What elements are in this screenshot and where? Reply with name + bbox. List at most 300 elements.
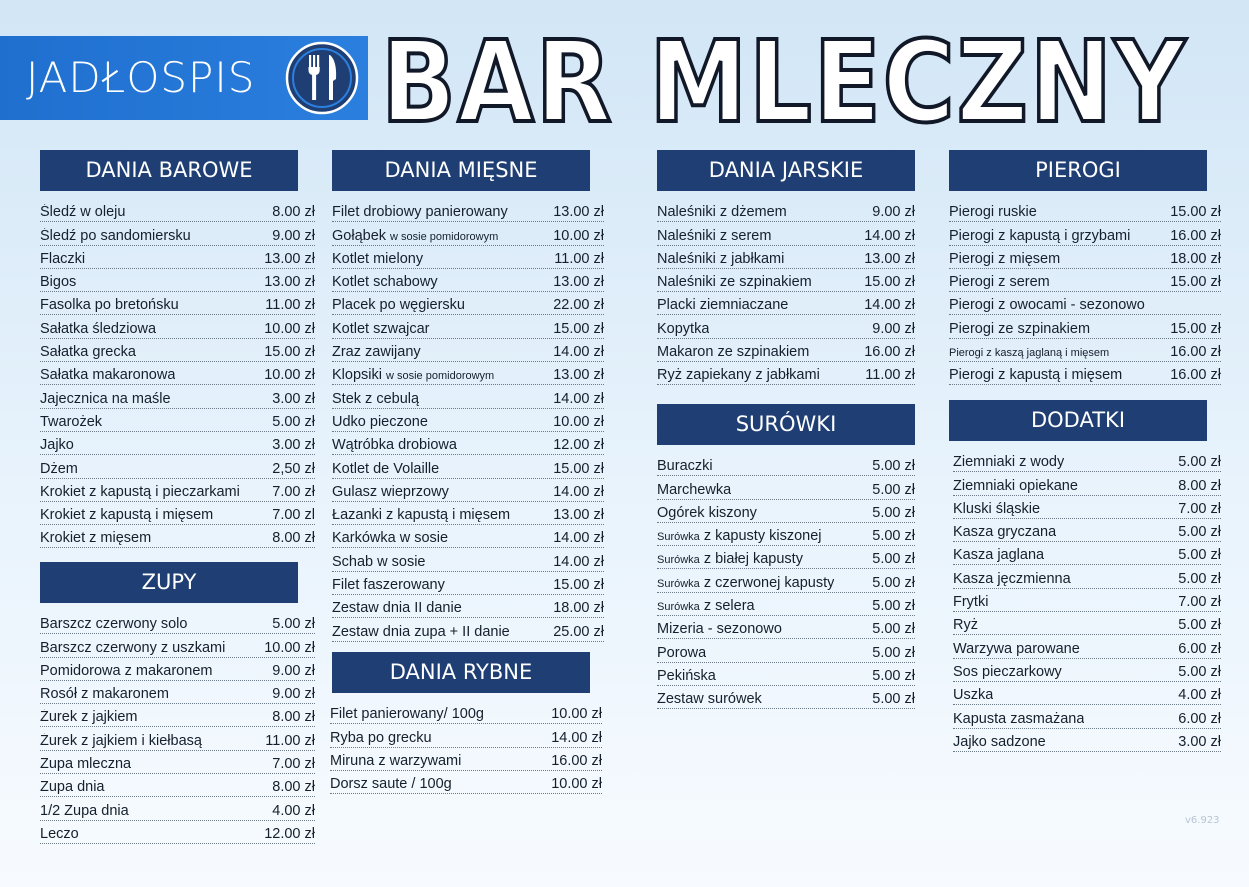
menu-item-name [332, 414, 428, 430]
menu-item [657, 593, 915, 616]
menu-item-label: Filet faszerowany [332, 577, 445, 594]
menu-item-price: 11.00 zł [265, 732, 315, 749]
menu-item-label: Kopytka [657, 320, 710, 337]
menu-item-name [953, 524, 1056, 540]
menu-item-label: Kotlet szwajcar [332, 320, 430, 337]
section-title: PIEROGI [949, 150, 1207, 191]
menu-item-label: 1/2 Zupa dnia [40, 802, 129, 819]
menu-item-price: 12.00 zł [264, 825, 315, 842]
menu-item [40, 479, 315, 502]
menu-item-name [949, 344, 1109, 360]
menu-item [332, 385, 604, 408]
menu-item [330, 701, 602, 724]
menu-item-name [657, 482, 731, 498]
menu-item-name [332, 367, 494, 383]
menu-item-label: Żurek z jajkiem [40, 709, 138, 726]
fork-knife-icon [285, 41, 359, 115]
menu-item-label: Barszcz czerwony solo [40, 616, 188, 633]
menu-item-label: Klopsiki [332, 367, 382, 384]
menu-item-label: Uszka [953, 687, 994, 704]
menu-item [657, 199, 915, 222]
section-dania-jarskie [657, 150, 915, 385]
menu-item [657, 315, 915, 338]
menu-item-name [332, 251, 423, 267]
dania-rybne-list [330, 701, 602, 794]
menu-item [40, 525, 315, 548]
menu-item-price: 9.00 zł [272, 686, 315, 703]
menu-item [949, 269, 1221, 292]
section-dania-barowe [40, 150, 315, 548]
menu-item-label: Śledź po sandomiersku [40, 227, 191, 244]
menu-item-name [332, 530, 448, 546]
menu-item-name [332, 507, 510, 523]
menu-item-name [40, 321, 156, 337]
menu-item-name [953, 641, 1080, 657]
section-dodatki [949, 400, 1221, 752]
menu-item-label: Kasza jaglana [953, 547, 1045, 564]
menu-item-label: z czerwonej kapusty [703, 574, 835, 591]
menu-item-name [40, 530, 151, 546]
menu-item-name [330, 706, 484, 722]
menu-item-label: Kasza jęczmienna [953, 570, 1071, 587]
menu-item [953, 635, 1221, 658]
menu-item-price: 4.00 zł [1178, 687, 1221, 704]
menu-item-price: 6.00 zł [1178, 640, 1221, 657]
menu-item [40, 455, 315, 478]
menu-item-price: 5.00 zł [872, 667, 915, 684]
menu-item-name [40, 414, 102, 430]
menu-item-label: Bigos [40, 274, 77, 291]
menu-item-price: 15.00 zł [553, 577, 604, 594]
menu-item-label: Krokiet z kapustą i mięsem [40, 507, 214, 524]
menu-item-name [40, 663, 212, 679]
surowki-list [657, 453, 915, 709]
menu-item-label: Pierogi z owocami - sezonowo [949, 297, 1145, 314]
menu-item-price: 3.00 zł [272, 437, 315, 454]
menu-item-price: 14.00 zł [553, 553, 604, 570]
menu-item-label: z białej kapusty [703, 551, 803, 568]
menu-item [332, 618, 604, 641]
menu-item-price: 7.00 zł [1178, 500, 1221, 517]
menu-item [332, 315, 604, 338]
menu-item-prefix: Surówka [657, 577, 700, 590]
section-zupy [40, 562, 315, 844]
menu-item [657, 292, 915, 315]
menu-item [953, 729, 1221, 752]
menu-item-price: 16.00 zł [551, 752, 602, 769]
menu-item-label: Krokiet z kapustą i pieczarkami [40, 483, 240, 500]
section-dania-miesne [332, 150, 604, 642]
menu-item-name [953, 664, 1062, 680]
menu-item-price: 14.00 zł [551, 729, 602, 746]
menu-item-name [332, 228, 498, 244]
menu-item-label: Zestaw dnia II danie [332, 600, 462, 617]
menu-item-price: 10.00 zł [264, 639, 315, 656]
menu-item-label: Ziemniaki z wody [953, 454, 1065, 471]
menu-item-label: Naleśniki ze szpinakiem [657, 274, 812, 291]
menu-item [40, 611, 315, 634]
menu-item-label: Zestaw dnia zupa + II danie [332, 623, 510, 640]
menu-item-name [332, 437, 457, 453]
menu-item-name [332, 204, 508, 220]
menu-item [332, 572, 604, 595]
menu-item-label: Kotlet mielony [332, 250, 424, 267]
menu-item-price: 6.00 zł [1178, 710, 1221, 727]
section-title: ZUPY [40, 562, 298, 603]
menu-item [332, 432, 604, 455]
menu-item [332, 409, 604, 432]
menu-item [40, 409, 315, 432]
menu-item-price: 9.00 zł [872, 204, 915, 221]
menu-item-name [657, 598, 755, 614]
menu-item-label: Ziemniaki opiekane [953, 477, 1078, 494]
menu-item-name [40, 367, 175, 383]
menu-item-label: Zupa dnia [40, 779, 105, 796]
menu-item-name [949, 228, 1130, 244]
menu-item-label: Kotlet schabowy [332, 274, 438, 291]
menu-item-price: 10.00 zł [551, 776, 602, 793]
menu-item-price: 13.00 zł [864, 250, 915, 267]
menu-item-label: Jajko [40, 437, 74, 454]
menu-item-price: 11.00 zł [265, 297, 315, 314]
menu-item [657, 663, 915, 686]
menu-item-name [40, 251, 85, 267]
menu-item [40, 315, 315, 338]
menu-item [332, 479, 604, 502]
menu-item [330, 748, 602, 771]
menu-item-name [953, 734, 1046, 750]
menu-item [40, 821, 315, 844]
menu-item-price: 8.00 zł [272, 779, 315, 796]
menu-item-label: Flaczki [40, 250, 86, 267]
menu-item-price: 12.00 zł [553, 437, 604, 454]
menu-item-label: Dżem [40, 460, 78, 477]
menu-item [40, 751, 315, 774]
menu-item-label: Barszcz czerwony z uszkami [40, 639, 226, 656]
menu-item-price: 5.00 zł [872, 574, 915, 591]
menu-item-label: Wątróbka drobiowa [332, 437, 457, 454]
menu-item-prefix: Surówka [657, 554, 700, 567]
menu-item [953, 705, 1221, 728]
dania-jarskie-list [657, 199, 915, 385]
menu-item-name [657, 228, 771, 244]
menu-item-price: 8.00 zł [272, 530, 315, 547]
menu-item-name [40, 391, 171, 407]
menu-item-name [40, 686, 169, 702]
menu-item-name [332, 321, 430, 337]
menu-item-name [332, 344, 421, 360]
menu-item-note: w sosie pomidorowym [386, 370, 495, 383]
menu-item-price: 14.00 zł [864, 297, 915, 314]
menu-item [332, 199, 604, 222]
menu-item-price: 7.00 zł [272, 483, 315, 500]
menu-item [949, 222, 1221, 245]
menu-item-name [953, 478, 1078, 494]
menu-item-price: 14.00 zł [553, 530, 604, 547]
menu-item [332, 525, 604, 548]
menu-item-name [40, 616, 187, 632]
menu-item-label: Warzywa parowane [953, 640, 1080, 657]
menu-item-label: Zraz zawijany [332, 344, 421, 361]
menu-item-label: Fasolka po bretońsku [40, 297, 179, 314]
menu-item [953, 589, 1221, 612]
menu-item-price: 5.00 zł [1178, 547, 1221, 564]
menu-item [953, 496, 1221, 519]
page-title [375, 16, 1235, 134]
menu-item-price: 9.00 zł [272, 227, 315, 244]
menu-item-price: 10.00 zł [553, 413, 604, 430]
menu-item-name [657, 204, 787, 220]
menu-item [40, 339, 315, 362]
menu-item-price: 8.00 zł [272, 204, 315, 221]
menu-item-name [40, 297, 179, 313]
menu-item-label: Dorsz saute / 100g [330, 776, 452, 793]
menu-item-price: 16.00 zł [1170, 227, 1221, 244]
menu-item [40, 362, 315, 385]
menu-item-label: Naleśniki z jabłkami [657, 250, 785, 267]
menu-item-name [332, 461, 439, 477]
menu-item-price: 18.00 zł [1170, 250, 1221, 267]
menu-item-label: Zestaw surówek [657, 691, 762, 708]
menu-item-price: 7.00 zl [272, 507, 315, 524]
menu-item-name [657, 367, 820, 383]
menu-item-name [953, 547, 1044, 563]
menu-item-name [953, 711, 1084, 727]
menu-item-name [40, 204, 125, 220]
menu-item-price: 14.00 zł [553, 390, 604, 407]
menu-item-label: Marchewka [657, 481, 732, 498]
menu-item-name [657, 528, 822, 544]
menu-item-name [949, 251, 1060, 267]
version-label: v6.923 [1185, 815, 1220, 826]
menu-item [40, 269, 315, 292]
menu-item-price: 11.00 zł [865, 367, 915, 384]
menu-item-name [953, 571, 1071, 587]
menu-item-label: Ryż zapiekany z jabłkami [657, 367, 820, 384]
menu-item [40, 292, 315, 315]
menu-item-price: 5.00 zł [1178, 524, 1221, 541]
menu-item-price: 4.00 zł [272, 802, 315, 819]
menu-item-label: Filet panierowany/ 100g [330, 706, 484, 723]
menu-item [332, 222, 604, 245]
menu-item-label: Pierogi z serem [949, 274, 1050, 291]
menu-item-label: Kluski śląskie [953, 500, 1041, 517]
menu-item-label: Krokiet z mięsem [40, 530, 152, 547]
menu-item [949, 339, 1221, 362]
menu-item [657, 616, 915, 639]
menu-item-price: 8.00 zł [272, 709, 315, 726]
menu-item-name [953, 687, 993, 703]
menu-item-name [40, 756, 131, 772]
menu-item-label: Śledź w oleju [40, 204, 126, 221]
menu-item-price: 15.00 zł [553, 460, 604, 477]
menu-item-label: Udko pieczone [332, 413, 428, 430]
menu-item-label: Stek z cebulą [332, 390, 420, 407]
menu-item [657, 523, 915, 546]
menu-item [657, 362, 915, 385]
menu-item [332, 292, 604, 315]
menu-item [657, 476, 915, 499]
section-pierogi [949, 150, 1221, 385]
menu-item-price: 3.00 zł [1178, 733, 1221, 750]
menu-item-name [330, 730, 432, 746]
menu-item-price: 7.00 zł [272, 756, 315, 773]
menu-item [953, 519, 1221, 542]
menu-item-name [949, 204, 1037, 220]
menu-item-label: Placek po węgiersku [332, 297, 465, 314]
menu-item-price: 15.00 zł [1170, 274, 1221, 291]
menu-item-price: 5.00 zł [872, 644, 915, 661]
menu-item-name [330, 776, 452, 792]
dodatki-list [953, 449, 1221, 752]
menu-item-price: 10.00 zł [551, 706, 602, 723]
menu-item-price: 2,50 zł [272, 460, 315, 477]
menu-item-price: 25.00 zł [553, 623, 604, 640]
section-title: DANIA BAROWE [40, 150, 298, 191]
menu-item [657, 222, 915, 245]
menu-item-name [40, 484, 240, 500]
menu-item-label: Frytki [953, 594, 989, 611]
menu-item-name [953, 501, 1040, 517]
menu-item-name [953, 594, 988, 610]
menu-item-price: 5.00 zł [872, 528, 915, 545]
menu-item-prefix: Surówka [657, 531, 700, 544]
menu-item [332, 595, 604, 618]
menu-item-price: 5.00 zł [272, 413, 315, 430]
menu-item-name [657, 274, 812, 290]
menu-item-name [40, 640, 225, 656]
menu-item [953, 612, 1221, 635]
menu-item-price: 15.00 zł [1170, 320, 1221, 337]
menu-item-price: 16.00 zł [1170, 344, 1221, 361]
menu-item-name [949, 367, 1122, 383]
menu-item [40, 797, 315, 820]
menu-item-price: 13.00 zł [553, 274, 604, 291]
menu-item [657, 453, 915, 476]
page-title-text: BAR MLECZNY [381, 18, 1187, 134]
menu-item [40, 385, 315, 408]
menu-item [40, 774, 315, 797]
menu-item-label: Żurek z jajkiem i kiełbasą [40, 732, 202, 749]
menu-item-price: 13.00 zł [264, 250, 315, 267]
menu-item [949, 246, 1221, 269]
menu-item-price: 5.00 zł [872, 551, 915, 568]
menu-item-name [657, 458, 713, 474]
pierogi-list [949, 199, 1221, 385]
menu-item-label: Pierogi z kaszą jaglaną i mięsem [949, 347, 1110, 360]
menu-item-price: 5.00 zł [872, 504, 915, 521]
menu-item-price: 5.00 zł [872, 691, 915, 708]
menu-item-price: 13.00 zł [553, 204, 604, 221]
menu-item [949, 199, 1221, 222]
menu-item-price: 9.00 zł [872, 320, 915, 337]
menu-item-name [40, 507, 213, 523]
menu-item-price: 5.00 zł [1178, 454, 1221, 471]
menu-item [953, 542, 1221, 565]
menu-item [40, 727, 315, 750]
menu-item [953, 472, 1221, 495]
menu-item [949, 315, 1221, 338]
menu-item-price: 15.00 zł [264, 344, 315, 361]
menu-item-price: 18.00 zł [553, 600, 604, 617]
menu-item-label: Pekińska [657, 667, 716, 684]
menu-item [332, 548, 604, 571]
menu-item [332, 339, 604, 362]
menu-item [657, 339, 915, 362]
menu-item-name [657, 251, 784, 267]
menu-item-price: 5.00 zł [872, 598, 915, 615]
menu-item [953, 659, 1221, 682]
menu-item-label: Miruna z warzywami [330, 752, 462, 769]
menu-item-name [949, 274, 1050, 290]
menu-item-label: Porowa [657, 644, 707, 661]
menu-item-label: Gołąbek [332, 227, 387, 244]
menu-item-label: Pierogi z mięsem [949, 250, 1061, 267]
dania-barowe-list [40, 199, 315, 548]
menu-item-name [332, 391, 419, 407]
menu-item-label: Naleśniki z dżemem [657, 204, 787, 221]
menu-item-name [40, 709, 138, 725]
menu-item-price: 10.00 zł [264, 367, 315, 384]
menu-item-label: Pierogi z kapustą i grzybami [949, 227, 1131, 244]
menu-item-name [40, 826, 79, 842]
menu-item [657, 569, 915, 592]
menu-item-label: Ryż [953, 617, 978, 634]
menu-item-name [657, 691, 762, 707]
menu-item [40, 634, 315, 657]
menu-item [953, 682, 1221, 705]
menu-item-label: Łazanki z kapustą i mięsem [332, 507, 511, 524]
menu-item-price: 10.00 zł [264, 320, 315, 337]
menu-item-name [40, 274, 76, 290]
menu-item-name [657, 321, 709, 337]
menu-item-label: Pierogi z kapustą i mięsem [949, 367, 1123, 384]
menu-item-name [40, 461, 78, 477]
menu-item-price: 14.00 zł [864, 227, 915, 244]
menu-item-label: Mizeria - sezonowo [657, 621, 782, 638]
menu-item-price: 22.00 zł [553, 297, 604, 314]
menu-item-label: Schab w sosie [332, 553, 426, 570]
menu-item-label: Twarożek [40, 413, 103, 430]
menu-item-price: 5.00 zł [272, 616, 315, 633]
menu-item-name [332, 297, 465, 313]
menu-item-label: Pierogi ruskie [949, 204, 1037, 221]
menu-item-price: 14.00 zł [553, 344, 604, 361]
menu-item-price: 3.00 zł [272, 390, 315, 407]
section-title: DODATKI [949, 400, 1207, 441]
menu-item-price: 13.00 zł [553, 507, 604, 524]
zupy-list [40, 611, 315, 844]
menu-item-price: 5.00 zł [872, 481, 915, 498]
menu-item [40, 658, 315, 681]
menu-item [949, 292, 1221, 315]
menu-item-name [657, 505, 757, 521]
menu-item-label: Kapusta zasmażana [953, 710, 1085, 727]
menu-item [657, 639, 915, 662]
menu-item-name [332, 600, 462, 616]
menu-item-label: Leczo [40, 825, 79, 842]
menu-item-price: 5.00 zł [872, 458, 915, 475]
menu-item-label: Sałatka makaronowa [40, 367, 176, 384]
menu-item-label: Jajko sadzone [953, 733, 1046, 750]
menu-item-label: Karkówka w sosie [332, 530, 449, 547]
menu-item-name [40, 228, 191, 244]
menu-item-price: 5.00 zł [872, 621, 915, 638]
menu-item [330, 771, 602, 794]
menu-item [332, 455, 604, 478]
menu-item [953, 449, 1221, 472]
menu-item-label: Gulasz wieprzowy [332, 483, 449, 500]
